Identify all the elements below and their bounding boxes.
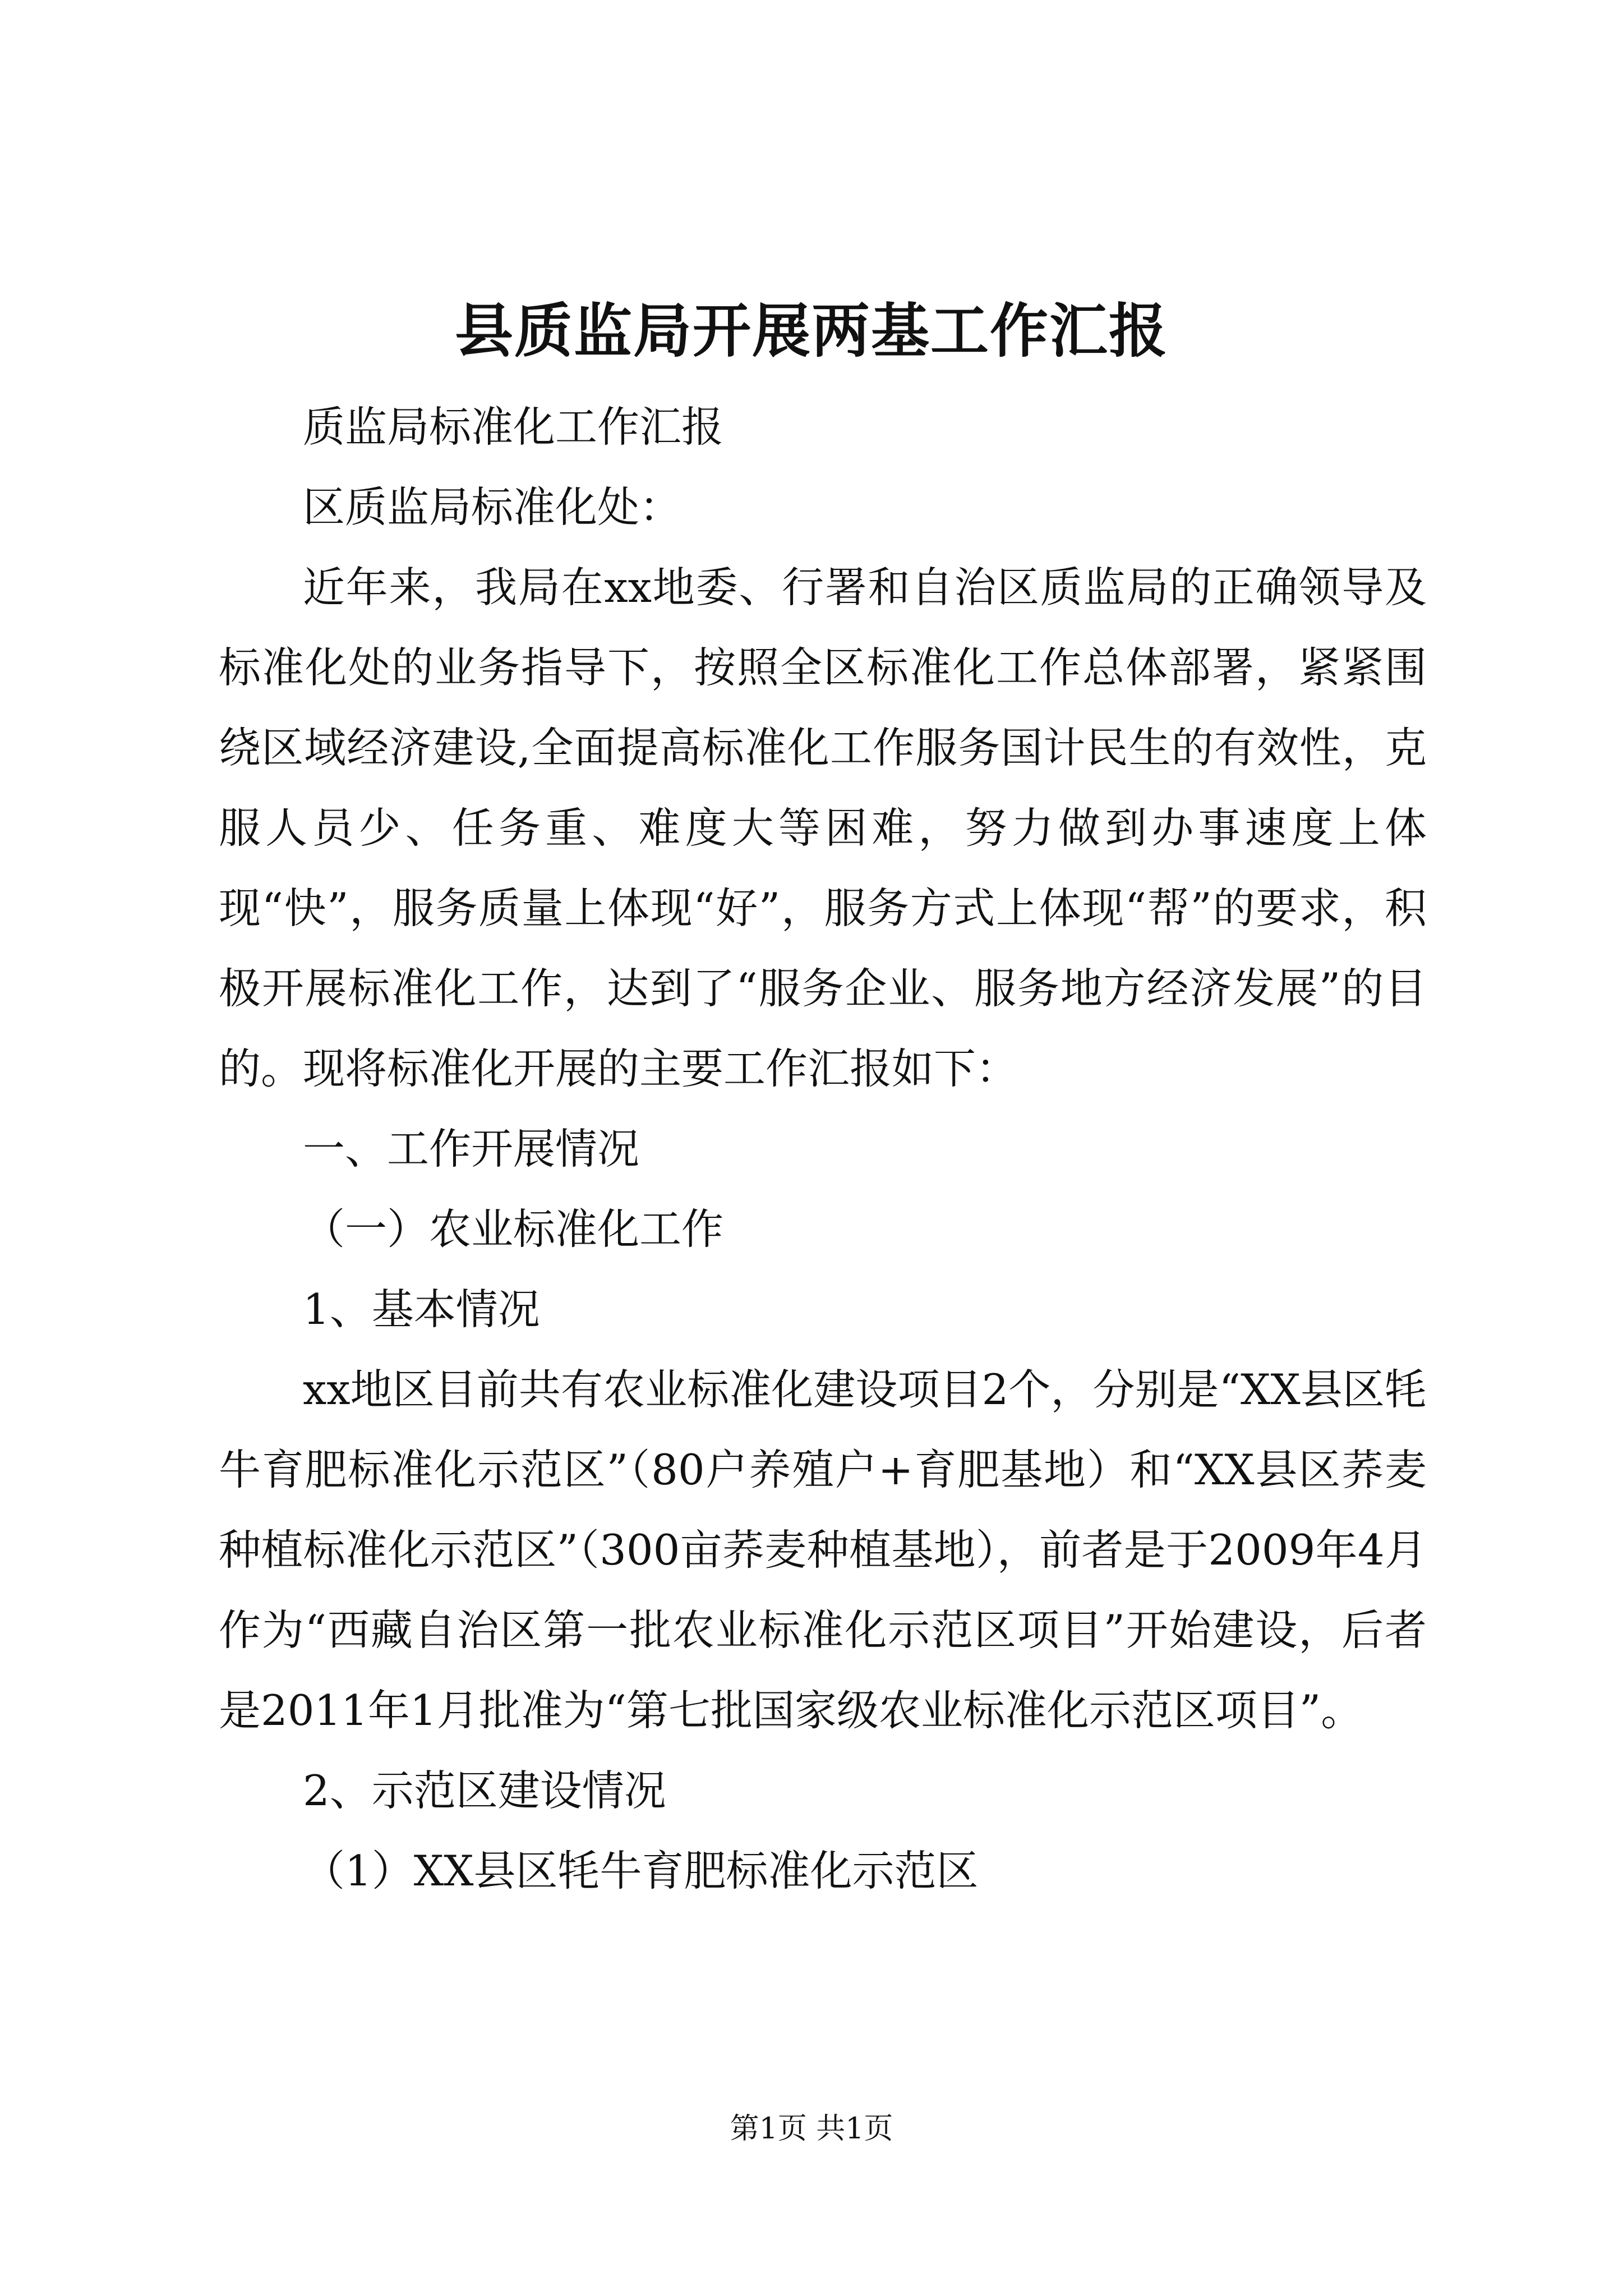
page-number-footer: 第1页 共1页 <box>730 2112 893 2146</box>
subitem-heading: （1）XX县区牦牛育肥标准化示范区 <box>303 1846 979 1895</box>
item-heading: 1、基本情况 <box>303 1285 540 1334</box>
item-heading: 2、示范区建设情况 <box>303 1766 666 1815</box>
page-title: 县质监局开展两基工作汇报 <box>454 296 1168 365</box>
subsection-heading: （一）农业标准化工作 <box>303 1204 724 1254</box>
intro-paragraph: 近年来，我局在xx地委、行署和自治区质监局的正确领导及标准化处的业务指导下，按照全区标准化工作总体部署，紧紧围绕区域经济建设,全面提高标准化工作服务国计民生的有效性，克服人员少、任务重、难度大等困难，努力做到办事速度上体现“快”，服务质量上体现“好”，服务方式上体现“帮”的要求，积极开展标准化工作，达到了“服务企业、服务地方经济发展”的目的。现将标准化开展的主要工作汇报如下： <box>219 563 1427 1093</box>
body-paragraph: xx地区目前共有农业标准化建设项目2个，分别是“XX县区牦牛育肥标准化示范区”（80户养殖户+育肥基地）和“XX县区荞麦种植标准化示范区”（300亩荞麦种植基地），前者是于2009年4月作为“西藏自治区第一批农业标准化示范区项目”开始建设，后者是2011年1月批准为“第七批国家级农业标准化示范区项目”。 <box>219 1365 1427 1735</box>
section-heading: 一、工作开展情况 <box>303 1124 640 1174</box>
salutation-paragraph: 区质监局标准化处： <box>303 482 682 532</box>
subtitle-paragraph: 质监局标准化工作汇报 <box>303 402 724 452</box>
document-body <box>219 387 1427 1911</box>
